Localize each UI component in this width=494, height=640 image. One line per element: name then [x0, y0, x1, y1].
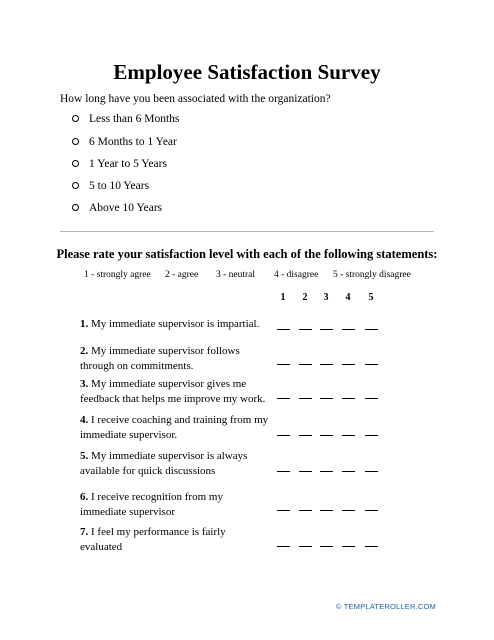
- scale-label-5: 5 - strongly disagree: [333, 270, 411, 280]
- rating-blank[interactable]: [342, 398, 355, 399]
- statement-text: My immediate supervisor is always available for quick discussions: [80, 450, 248, 477]
- radio-icon[interactable]: [72, 115, 79, 122]
- rating-blank[interactable]: [365, 398, 378, 399]
- column-header-4: 4: [345, 292, 351, 303]
- rating-blank[interactable]: [277, 546, 290, 547]
- tenure-option-3[interactable]: [72, 157, 167, 171]
- statement-text: I feel my performance is fairly evaluated: [80, 526, 226, 553]
- rating-blank[interactable]: [299, 435, 312, 436]
- statement-number: 6.: [80, 491, 89, 503]
- rating-blank[interactable]: [277, 435, 290, 436]
- rating-blank[interactable]: [277, 398, 290, 399]
- option-label: 5 to 10 Years: [89, 180, 150, 192]
- statement-number: 4.: [80, 414, 89, 426]
- tenure-option-2[interactable]: [72, 135, 177, 149]
- statement-6: [80, 490, 270, 520]
- statement-1: [80, 317, 270, 332]
- rating-blank[interactable]: [320, 546, 333, 547]
- statement-text: My immediate supervisor gives me feedback that helps me improve my work.: [80, 378, 266, 405]
- rating-instruction: Please rate your satisfaction level with each of the following statements:: [56, 247, 438, 261]
- statement-text: My immediate supervisor follows through on commitments.: [80, 345, 240, 372]
- option-label: 1 Year to 5 Years: [89, 158, 167, 170]
- section-divider: [60, 231, 434, 232]
- rating-blank[interactable]: [320, 435, 333, 436]
- column-header-5: 5: [368, 292, 374, 303]
- rating-blank[interactable]: [342, 364, 355, 365]
- tenure-option-1[interactable]: [72, 112, 179, 126]
- scale-label-4: 4 - disagree: [274, 270, 319, 280]
- statement-number: 5.: [80, 450, 89, 462]
- statement-4: [80, 413, 270, 443]
- statement-text: I receive recognition from my immediate supervisor: [80, 491, 223, 518]
- rating-blank[interactable]: [320, 471, 333, 472]
- statement-3: [80, 377, 270, 407]
- radio-icon[interactable]: [72, 182, 79, 189]
- statement-2: [80, 344, 270, 374]
- rating-blank[interactable]: [365, 329, 378, 330]
- rating-blank[interactable]: [277, 329, 290, 330]
- rating-blank[interactable]: [342, 546, 355, 547]
- rating-blank[interactable]: [365, 364, 378, 365]
- rating-blank[interactable]: [299, 546, 312, 547]
- statement-number: 2.: [80, 345, 89, 357]
- radio-icon[interactable]: [72, 138, 79, 145]
- statement-5: [80, 449, 270, 479]
- rating-blank[interactable]: [320, 364, 333, 365]
- column-header-2: 2: [302, 292, 308, 303]
- tenure-option-4[interactable]: [72, 179, 149, 193]
- statement-number: 1.: [80, 318, 89, 330]
- scale-label-1: 1 - strongly agree: [84, 270, 151, 280]
- statement-number: 3.: [80, 378, 89, 390]
- rating-blank[interactable]: [299, 329, 312, 330]
- rating-blank[interactable]: [342, 510, 355, 511]
- scale-label-2: 2 - agree: [165, 270, 199, 280]
- rating-blank[interactable]: [299, 364, 312, 365]
- rating-blank[interactable]: [299, 510, 312, 511]
- rating-blank[interactable]: [277, 510, 290, 511]
- tenure-option-5[interactable]: [72, 201, 162, 215]
- rating-blank[interactable]: [365, 435, 378, 436]
- option-label: Above 10 Years: [89, 202, 163, 214]
- statement-text: My immediate supervisor is impartial.: [91, 318, 260, 330]
- rating-blank[interactable]: [365, 471, 378, 472]
- rating-blank[interactable]: [342, 435, 355, 436]
- rating-blank[interactable]: [299, 471, 312, 472]
- column-header-1: 1: [280, 292, 286, 303]
- rating-blank[interactable]: [342, 329, 355, 330]
- rating-blank[interactable]: [277, 471, 290, 472]
- rating-blank[interactable]: [365, 510, 378, 511]
- column-header-3: 3: [323, 292, 329, 303]
- page-title: Employee Satisfaction Survey: [113, 60, 381, 84]
- rating-blank[interactable]: [320, 510, 333, 511]
- rating-blank[interactable]: [277, 364, 290, 365]
- radio-icon[interactable]: [72, 160, 79, 167]
- footer-link[interactable]: © TEMPLATEROLLER.COM: [335, 602, 436, 611]
- scale-label-3: 3 - neutral: [216, 270, 256, 280]
- statement-text: I receive coaching and training from my immediate supervisor.: [80, 414, 269, 441]
- option-label: 6 Months to 1 Year: [89, 136, 177, 148]
- rating-blank[interactable]: [342, 471, 355, 472]
- statement-number: 7.: [80, 526, 89, 538]
- rating-blank[interactable]: [299, 398, 312, 399]
- rating-blank[interactable]: [320, 398, 333, 399]
- radio-icon[interactable]: [72, 204, 79, 211]
- rating-blank[interactable]: [320, 329, 333, 330]
- rating-blank[interactable]: [365, 546, 378, 547]
- option-label: Less than 6 Months: [89, 113, 180, 125]
- tenure-question: How long have you been associated with the organization?: [60, 93, 331, 105]
- statement-7: [80, 525, 270, 555]
